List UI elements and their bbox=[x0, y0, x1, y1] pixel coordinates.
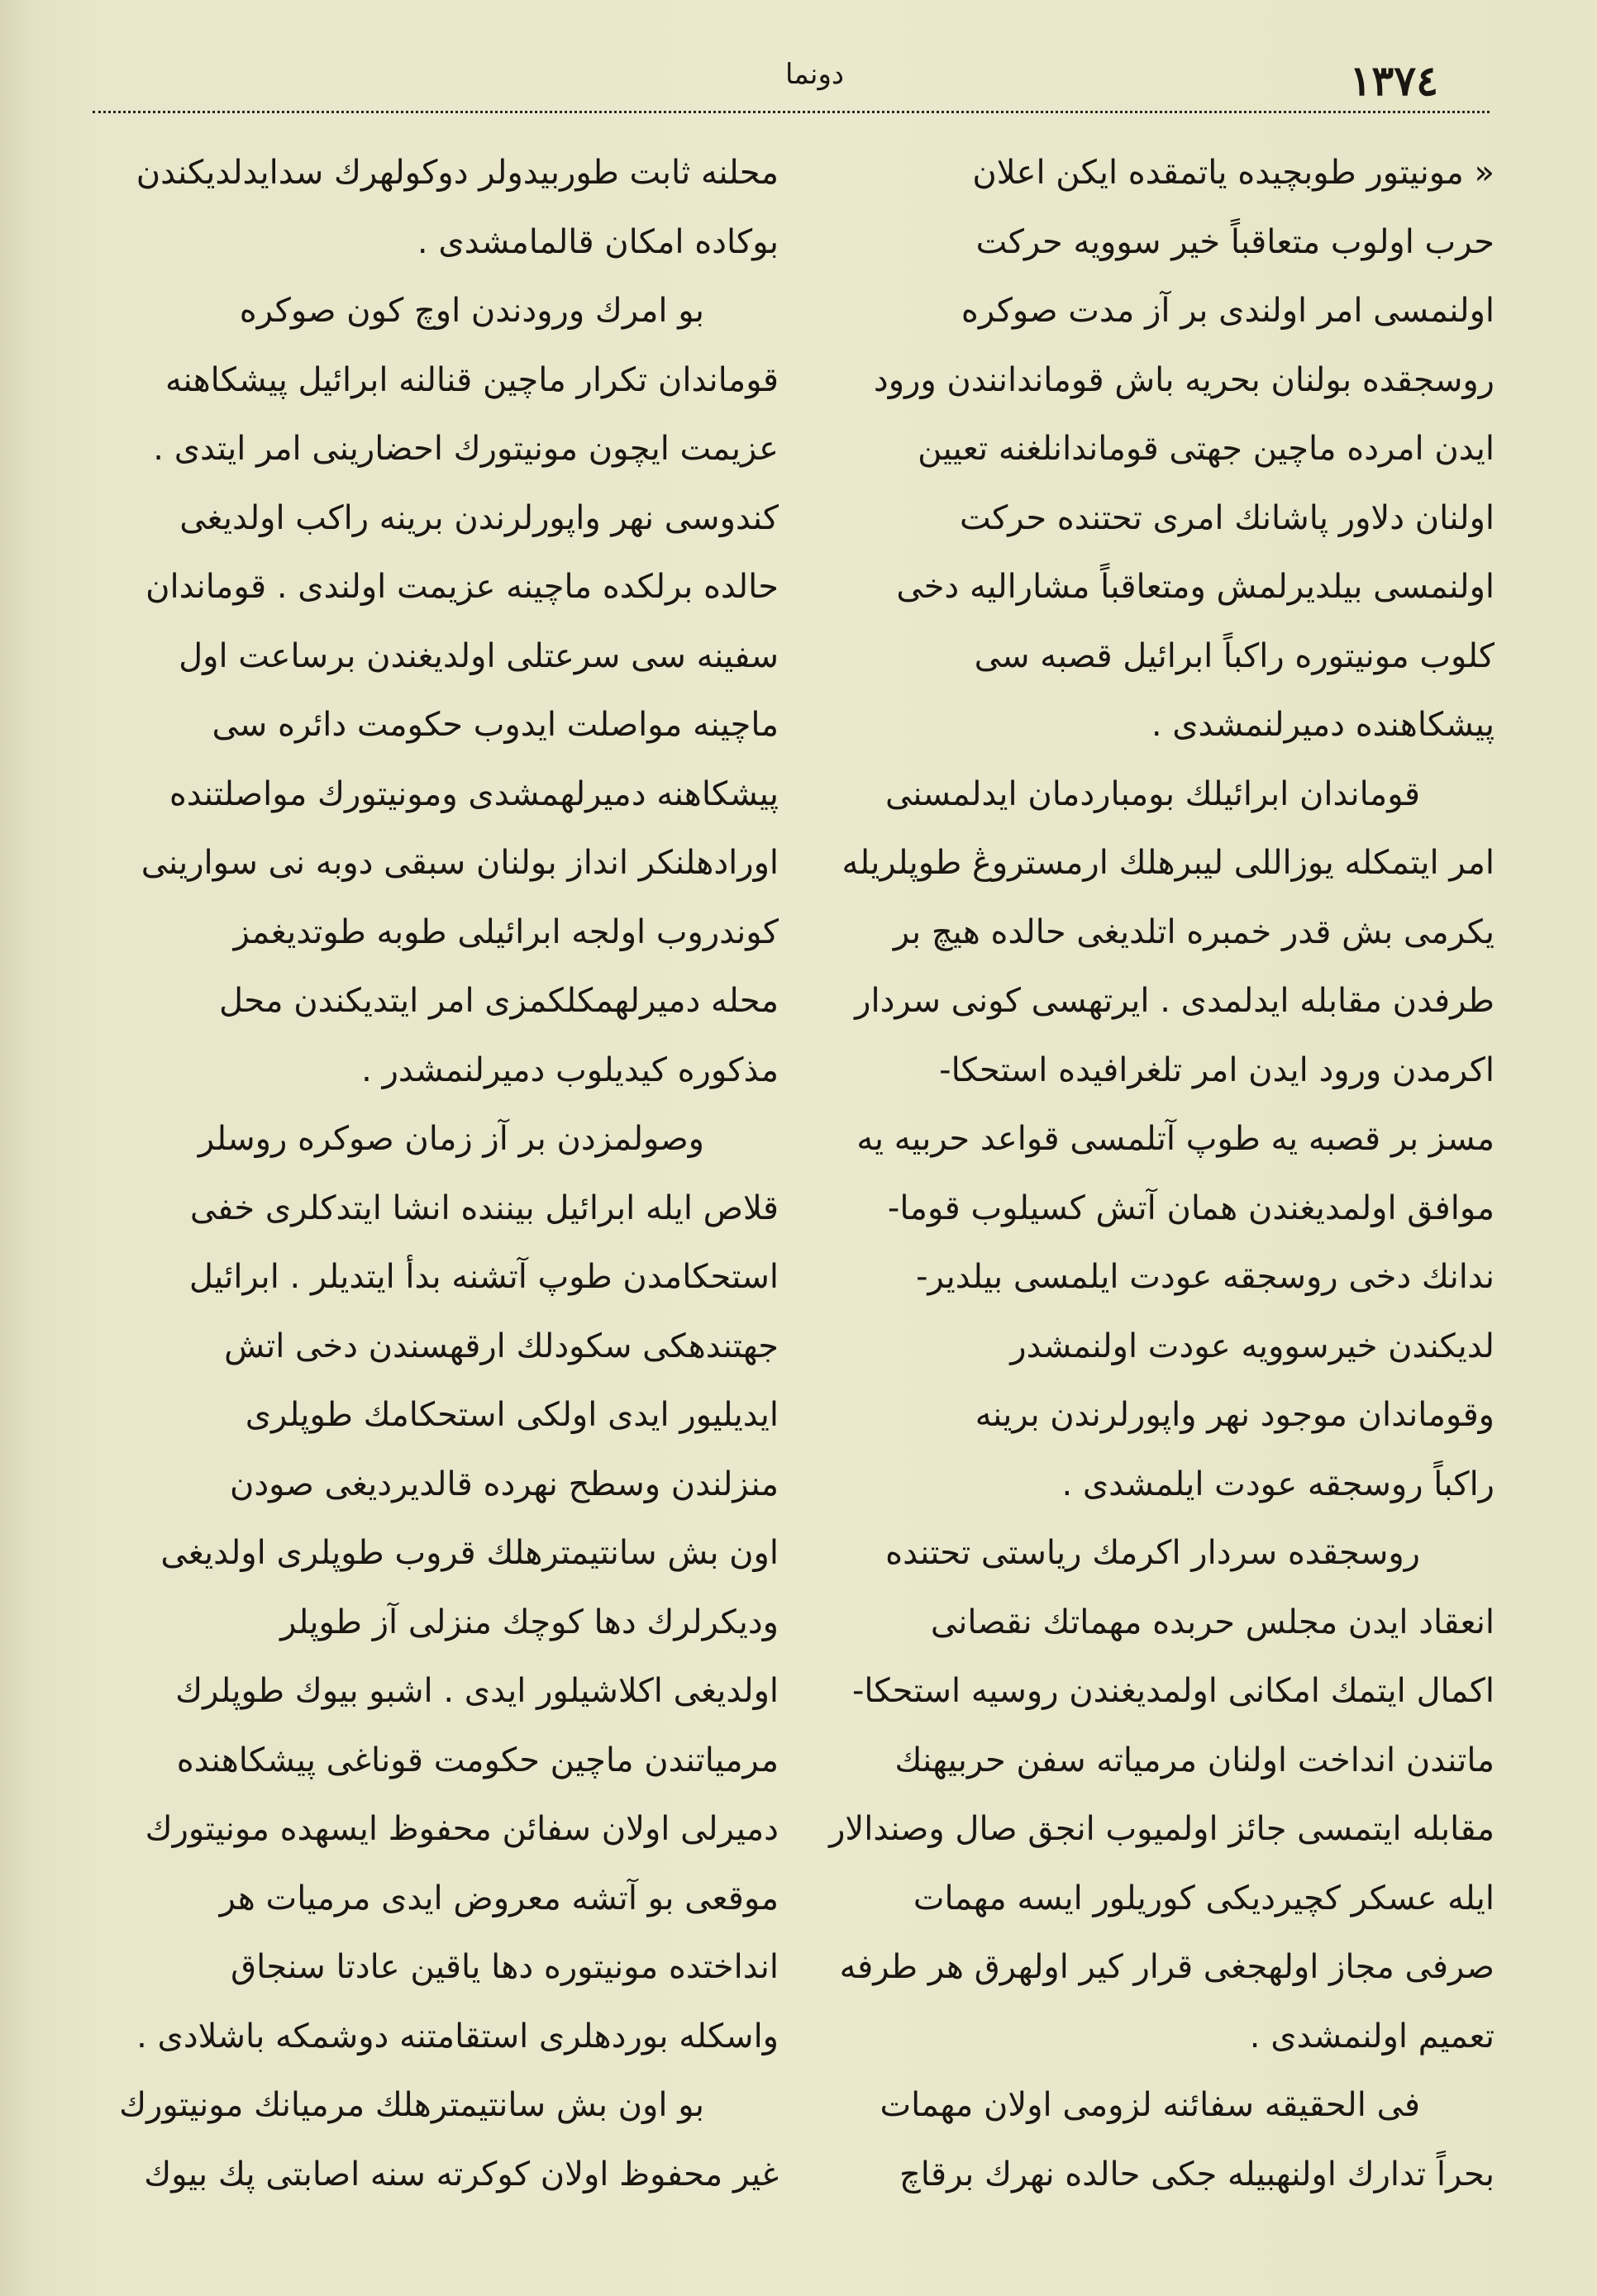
text-line: اورادهلنكر انداز بولنان سبقى دوبه نى سوارينى bbox=[141, 844, 779, 882]
text-line: فى الحقيقه سفائنه لزومى اولان مهمات bbox=[880, 2086, 1420, 2124]
text-line: قوماندان تكرار ماچين قنالنه ابرائيل پيشكاهنه bbox=[165, 360, 779, 399]
text-line: روسجقده بولنان بحريه باش قوماندانندن ورود bbox=[873, 360, 1495, 399]
text-line: اولنمسى امر اولندى بر آز مدت صوكره bbox=[961, 292, 1495, 330]
text-column-left bbox=[84, 139, 779, 2209]
text-line: مقابله ايتمسى جائز اولميوب انجق صال وصندالار bbox=[829, 1810, 1495, 1848]
text-line: قوماندان ابرائيلك بومباردمان ايدلمسنى bbox=[885, 774, 1420, 813]
text-line: وصولمزدن بر آز زمان صوكره روسلر bbox=[198, 1120, 704, 1158]
text-line: روسجقده سردار اكرمك رياستى تحتنده bbox=[885, 1534, 1420, 1572]
text-line: صرفى مجاز اولهجغى قرار كير اولهرق هر طرفه bbox=[839, 1948, 1495, 1986]
text-line: اكرمدن ورود ايدن امر تلغرافيده استحكا- bbox=[939, 1050, 1495, 1089]
text-line: منزلندن وسطح نهرده قالديرديغى صودن bbox=[229, 1465, 779, 1503]
text-line: بو اون بش سانتيمترهلك مرميانك مونيتورك bbox=[119, 2086, 704, 2124]
text-line: وقوماندان موجود نهر واپورلرندن برينه bbox=[975, 1396, 1495, 1434]
text-line: ايديليور ايدى اولكى استحكامك طوپلرى bbox=[245, 1396, 779, 1434]
text-line: حالده برلكده ماچينه عزيمت اولندى . قوماندان bbox=[145, 568, 779, 606]
text-line: قلاص ايله ابرائيل بيننده انشا ايتدكلرى خفى bbox=[189, 1188, 779, 1227]
text-line: مرمياتندن ماچين حكومت قوناغى پيشكاهنده bbox=[176, 1741, 779, 1779]
text-column-right bbox=[800, 139, 1495, 2209]
text-line: عزيمت ايچون مونيتورك احضارينى امر ايتدى . bbox=[153, 430, 779, 468]
text-line: مسز بر قصبه يه طوپ آتلمسى قواعد حربيه يه bbox=[856, 1120, 1495, 1158]
text-line: استحكامدن طوپ آتشنه بدأ ايتديلر . ابرائيل bbox=[188, 1258, 779, 1296]
text-line: موافق اولمديغندن همان آتش كسيلوب قوما- bbox=[887, 1188, 1495, 1227]
header-rule bbox=[93, 111, 1490, 113]
text-line: حرب اولوب متعاقباً خير سوويه حركت bbox=[975, 222, 1495, 261]
text-line: ايله عسكر كچيرديكى كوريلور ايسه مهمات bbox=[913, 1879, 1495, 1917]
text-line: كندوسى نهر واپورلرندن برينه راكب اولديغى bbox=[179, 498, 779, 537]
text-line: پيشكاهنه دميرلهمشدى ومونيتورك مواصلتنده bbox=[169, 774, 779, 813]
running-title: دونما bbox=[785, 58, 845, 91]
text-line: غير محفوظ اولان كوكرته سنه اصابتى پك بيوك bbox=[144, 2155, 779, 2194]
text-line: راكباً روسجقه عودت ايلمشدى . bbox=[1061, 1465, 1495, 1503]
text-line: اولنان دلاور پاشانك امرى تحتنده حركت bbox=[959, 498, 1495, 537]
text-line: امر ايتمكله يوزاللى ليبرهلك ارمستروڠ طوپلريله bbox=[841, 844, 1495, 882]
text-line: تعميم اولنمشدى . bbox=[1249, 2017, 1495, 2055]
text-line: ماتندن انداخت اولنان مرمياته سفن حربيهنك bbox=[894, 1741, 1495, 1779]
text-line: لديكندن خيرسوويه عودت اولنمشدر bbox=[1010, 1327, 1495, 1365]
text-line: محله دميرلهمكلكمزى امر ايتديكندن محل bbox=[219, 982, 779, 1020]
text-line: انداختده مونيتوره دها ياقين عادتا سنجاق bbox=[231, 1948, 779, 1986]
text-line: ايدن امرده ماچين جهتى قوماندانلغنه تعيين bbox=[918, 430, 1495, 468]
text-line: اون بش سانتيمترهلك قروب طوپلرى اولديغى bbox=[160, 1534, 779, 1572]
text-line: انعقاد ايدن مجلس حربده مهماتك نقصانى bbox=[930, 1603, 1495, 1641]
text-line: سفينه سى سرعتلى اولديغندن برساعت اول bbox=[179, 636, 779, 675]
text-line: اكمال ايتمك امكانى اولمديغندن روسيه استحكا- bbox=[851, 1672, 1495, 1710]
text-line: بو امرك ورودندن اوچ كون صوكره bbox=[239, 292, 704, 330]
text-line: بوكاده امكان قالمامشدى . bbox=[417, 222, 779, 261]
text-line: واسكله بوردهلرى استقامتنه دوشمكه باشلادى . bbox=[136, 2017, 779, 2055]
text-line: « مونيتور طوبچيده ياتمقده ايكن اعلان bbox=[972, 154, 1495, 192]
text-line: اولنمسى بيلديرلمش ومتعاقباً مشاراليه دخى bbox=[896, 568, 1495, 606]
text-line: وديكرلرك دها كوچك منزلى آز طوپلر bbox=[280, 1603, 779, 1641]
text-line: محلنه ثابت طوربيدولر دوكولهرك سدايدلديكندن bbox=[136, 154, 779, 192]
text-line: يكرمى بش قدر خمبره اتلديغى حالده هيچ بر bbox=[893, 912, 1495, 951]
page-header bbox=[91, 51, 1496, 109]
page-number: ١٣٧٤ bbox=[1349, 56, 1438, 105]
text-line: اولديغى اكلاشيلور ايدى . اشبو بيوك طوپلرك bbox=[175, 1672, 779, 1710]
text-line: پيشكاهنده دميرلنمشدى . bbox=[1151, 706, 1495, 744]
text-line: مذكوره كيديلوب دميرلنمشدر . bbox=[361, 1050, 779, 1089]
text-line: دميرلى اولان سفائن محفوظ ايسهده مونيتورك bbox=[145, 1810, 779, 1848]
text-line: ندانك دخى روسجقه عودت ايلمسى بيلدير- bbox=[916, 1258, 1495, 1296]
text-line: موقعى بو آتشه معروض ايدى مرميات هر bbox=[219, 1879, 779, 1917]
text-line: بحراً تدارك اولنهبيله جكى حالده نهرك برقاچ bbox=[899, 2155, 1495, 2194]
text-line: كوندروب اولجه ابرائيلى طوبه طوتديغمز bbox=[233, 912, 779, 951]
text-line: جهتندهكى سكودلك ارقهسندن دخى اتش bbox=[224, 1327, 779, 1365]
text-line: طرفدن مقابله ايدلمدى . ايرتهسى كونى سردار bbox=[855, 982, 1495, 1020]
text-line: كلوب مونيتوره راكباً ابرائيل قصبه سى bbox=[974, 636, 1495, 675]
text-line: ماچينه مواصلت ايدوب حكومت دائره سى bbox=[212, 706, 779, 744]
